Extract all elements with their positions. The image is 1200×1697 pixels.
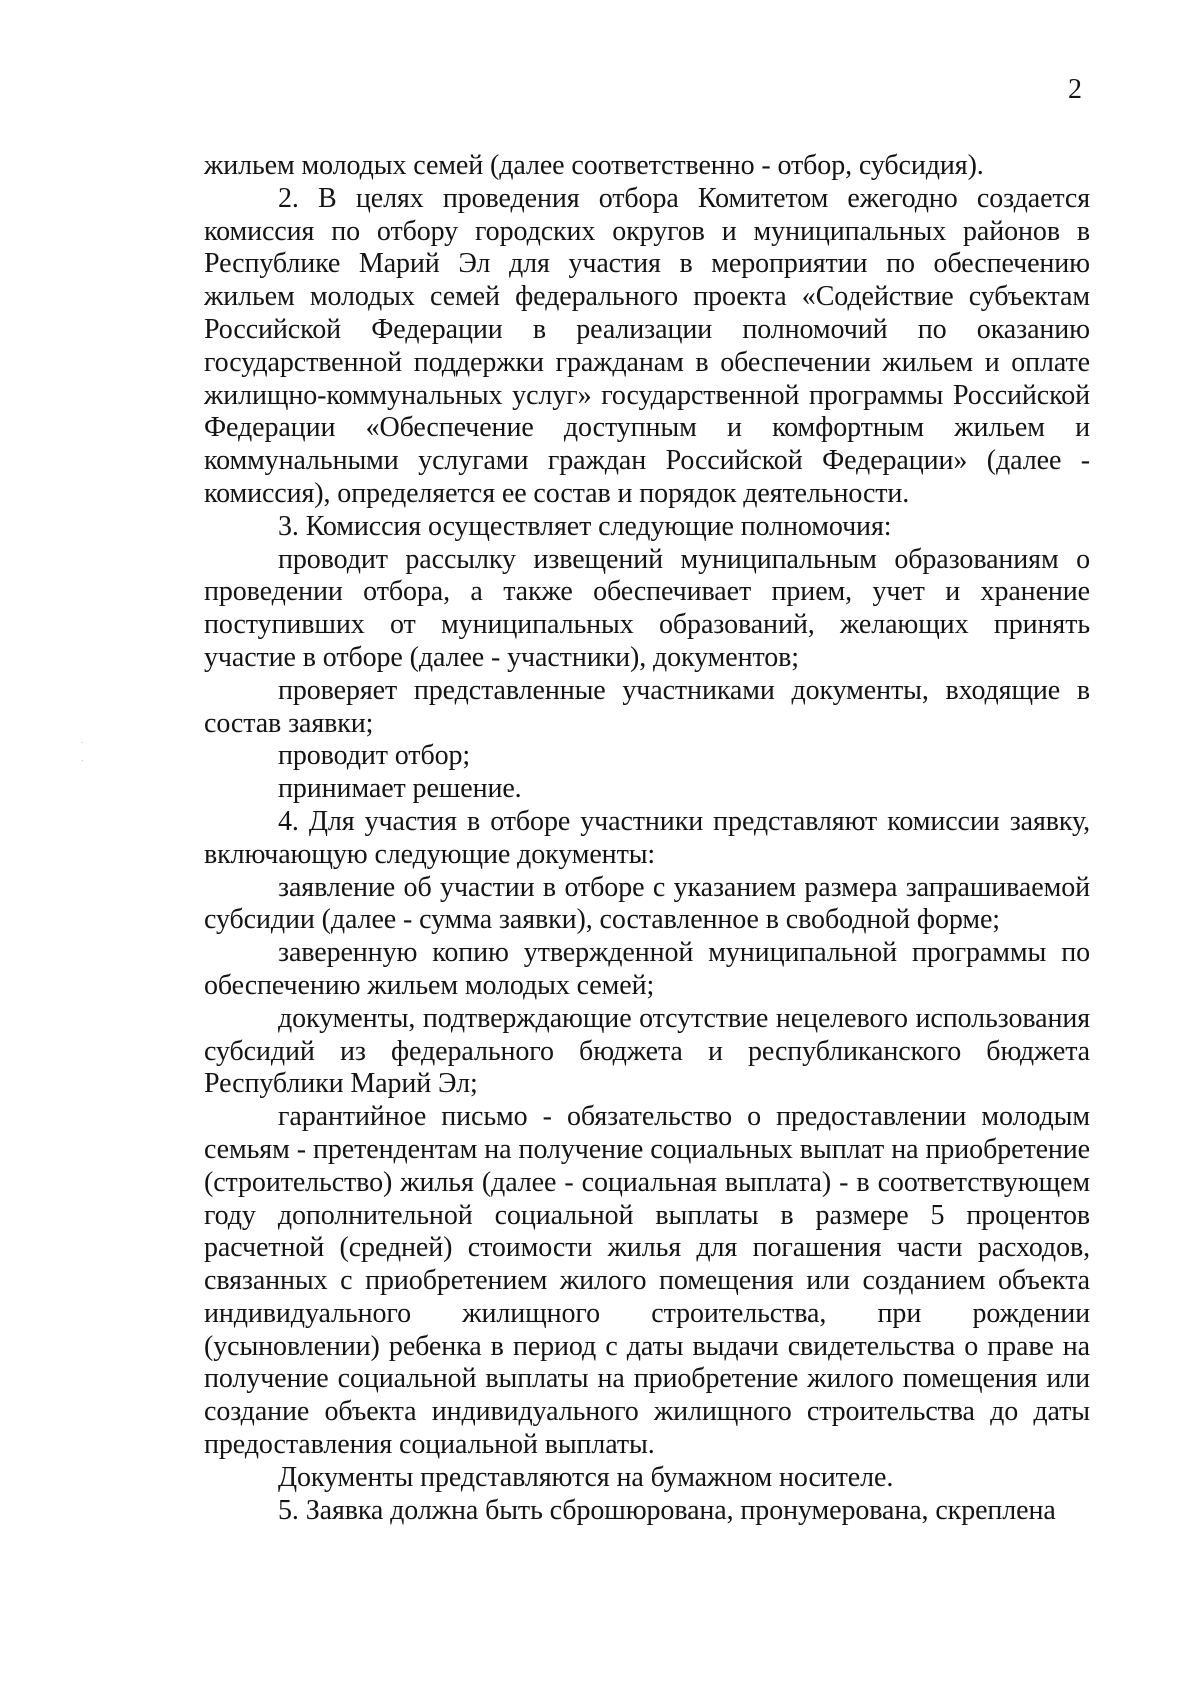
document-body (204, 150, 1090, 1527)
paragraph: заявление об участии в отборе с указанием размера запрашиваемой субсидии (далее - сумма заявки), составленное в свободной форме; (204, 871, 1090, 936)
paragraph: документы, подтверждающие отсутствие нецелевого использования субсидий из федерального бюджета и республиканского бюджета Республики Марий Эл; (204, 1002, 1090, 1100)
paragraph: 5. Заявка должна быть сброшюрована, пронумерована, скреплена (278, 1494, 1056, 1526)
paragraph: Документы представляются на бумажном носителе. (278, 1461, 894, 1493)
scan-artifact (82, 742, 83, 743)
paragraph: принимает решение. (278, 773, 522, 805)
page-number: 2 (1068, 74, 1082, 105)
paragraph: гарантийное письмо - обязательство о предоставлении молодым семьям - претендентам на получение социальных выплат на приобретение (строительство) жилья (далее - социальная выплата) - в соответствующем году дополнительной социальной выплаты в размере 5 процентов расчетной (средней) стоимости жилья для погашения части расходов, связанных с приобретением жилого помещения или созданием объекта индивидуального жилищного строительства, при рождении (усыновлении) ребенка в период с даты выдачи свидетельства о праве на получение социальной выплаты на приобретение жилого помещения или создание объекта индивидуального жилищного строительства до даты предоставления социальной выплаты. (204, 1101, 1090, 1461)
paragraph: заверенную копию утвержденной муниципальной программы по обеспечению жильем молодых семей; (204, 937, 1090, 1001)
paragraph: проверяет представленные участниками документы, входящие в состав заявки; (204, 674, 1090, 739)
scan-artifact (82, 760, 83, 761)
paragraph: 4. Для участия в отборе участники представляют комиссии заявку, включающую следующие документы: (204, 805, 1090, 870)
paragraph: проводит рассылку извещений муниципальным образованиям о проведении отбора, а также обеспечивает прием, учет и хранение поступивших от муниципальных образований, желающих принять участие в отборе (далее - участники), документов; (204, 543, 1090, 673)
paragraph: 2. В целях проведения отбора Комитетом ежегодно создается комиссия по отбору городских округов и муниципальных районов в Республике Марий Эл для участия в мероприятии по обеспечению жильем молодых семей федерального проекта «Содействие субъектам Российской Федерации в реализации полномочий по оказанию государственной поддержки гражданам в обеспечении жильем и оплате жилищно-коммунальных услуг» государственной программы Российской Федерации «Обеспечение доступным и комфортным жильем и коммунальными услугами граждан Российской Федерации» (далее - комиссия), определяется ее состав и порядок деятельности. (204, 182, 1090, 509)
paragraph: жильем молодых семей (далее соответственно - отбор, субсидия). (204, 150, 984, 181)
paragraph: 3. Комиссия осуществляет следующие полномочия: (278, 510, 892, 542)
paragraph: проводит отбор; (278, 740, 471, 772)
